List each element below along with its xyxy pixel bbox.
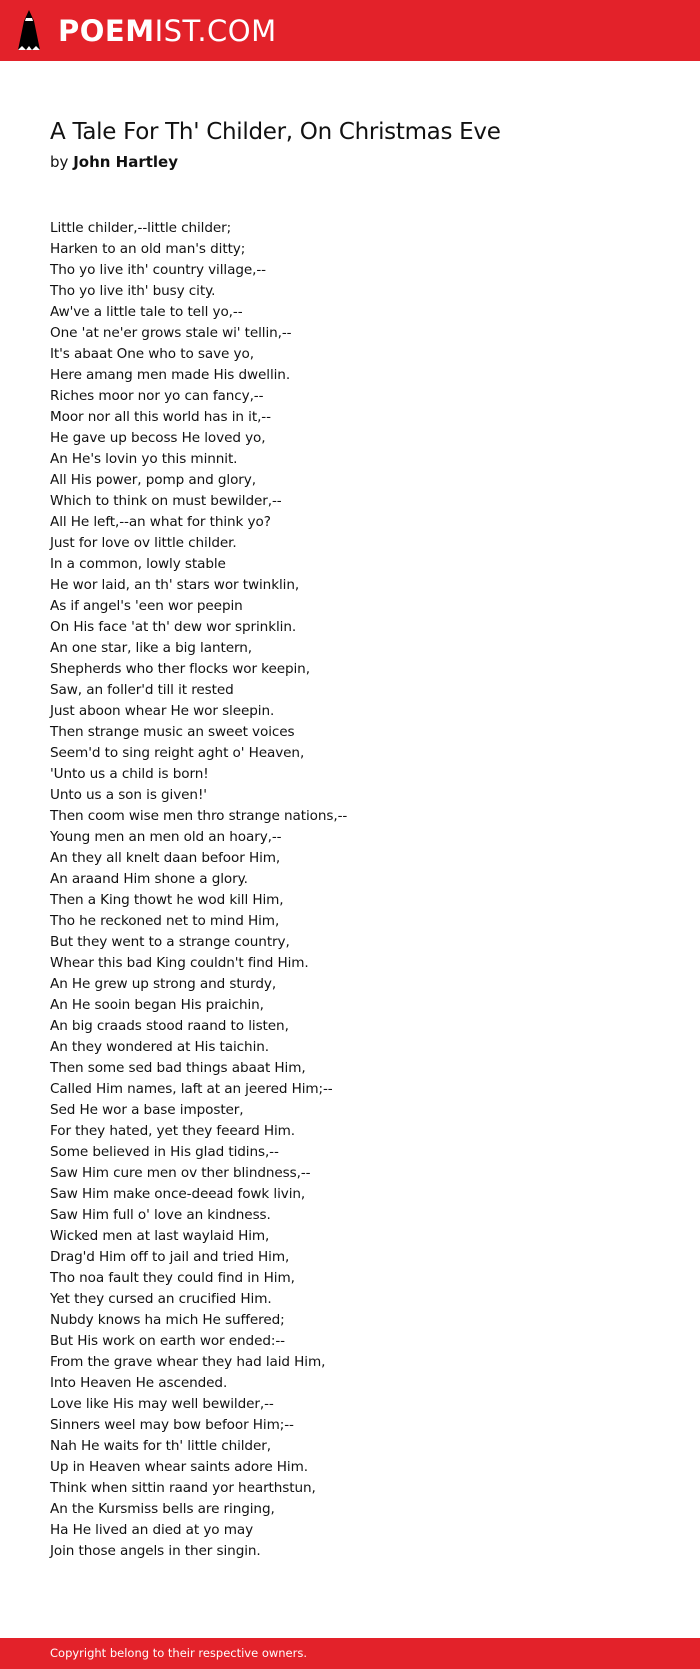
poem-line: Saw Him make once-deead fowk livin, [50,1186,306,1202]
poem-line: Nubdy knows ha mich He suffered; [50,1312,285,1328]
poem-body [50,218,670,1562]
poem-line: Little childer,--little childer; [50,220,232,236]
copyright-text: Copyright belong to their respective owners. [50,1646,308,1660]
poem-line: Sinners weel may bow befoor Him;-- [50,1417,294,1433]
poem-line: Shepherds who ther flocks wor keepin, [50,661,310,677]
poem-line: Tho yo live ith' country village,-- [50,262,266,278]
poem-line: Here amang men made His dwellin. [50,367,291,383]
poem-line: Some believed in His glad tidins,-- [50,1144,279,1160]
poem-line: Up in Heaven whear saints adore Him. [50,1459,308,1475]
poem-line: An araand Him shone a glory. [50,871,248,887]
poem-line: In a common, lowly stable [50,556,226,572]
poem-line: It's abaat One who to save yo, [50,346,254,362]
poem-line: Called Him names, laft at an jeered Him;-- [50,1081,333,1097]
poem-line: Just aboon whear He wor sleepin. [50,703,275,719]
poem-line: Tho yo live ith' busy city. [50,283,216,299]
poem-line: 'Unto us a child is born! [50,766,209,782]
poem-heading [50,112,670,172]
site-logo[interactable] [16,10,277,52]
poem-line: An the Kursmiss bells are ringing, [50,1501,275,1517]
poem-line: Saw Him cure men ov ther blindness,-- [50,1165,311,1181]
poem-line: Sed He wor a base imposter, [50,1102,244,1118]
poem-line: Saw, an foller'd till it rested [50,682,234,698]
byline [50,152,670,172]
poem-line: Then strange music an sweet voices [50,724,295,740]
poem-line: Then a King thowt he wod kill Him, [50,892,284,908]
poem-line: Riches moor nor yo can fancy,-- [50,388,264,404]
poem-line: An big craads stood raand to listen, [50,1018,289,1034]
poem-line: Saw Him full o' love an kindness. [50,1207,271,1223]
poem-line: For they hated, yet they feeard Him. [50,1123,295,1139]
poem-line: Whear this bad King couldn't find Him. [50,955,309,971]
poem-line: Young men an men old an hoary,-- [50,829,282,845]
poem-line: Which to think on must bewilder,-- [50,493,282,509]
poem-line: An one star, like a big lantern, [50,640,252,656]
poem-line: An He's lovin yo this minnit. [50,451,238,467]
poem-line: Tho he reckoned net to mind Him, [50,913,280,929]
poem-line: Tho noa fault they could find in Him, [50,1270,295,1286]
author-name: John Hartley [73,153,178,171]
poem-line: Just for love ov little childer. [50,535,237,551]
poem-line: All He left,--an what for think yo? [50,514,271,530]
poem-line: Then coom wise men thro strange nations,-- [50,808,348,824]
poem-line: Yet they cursed an crucified Him. [50,1291,272,1307]
site-footer [0,1638,700,1669]
poem-line: But His work on earth wor ended:-- [50,1333,285,1349]
poem-line: Think when sittin raand yor hearthstun, [50,1480,316,1496]
poem-line: From the grave whear they had laid Him, [50,1354,326,1370]
poem-line: Love like His may well bewilder,-- [50,1396,274,1412]
poem-line: Ha He lived an died at yo may [50,1522,254,1538]
poem-line: Seem'd to sing reight aght o' Heaven, [50,745,305,761]
poem-line: As if angel's 'een wor peepin [50,598,243,614]
logo-text-light: IST.COM [154,14,277,48]
by-prefix: by [50,153,69,171]
poem-line: An He grew up strong and sturdy, [50,976,277,992]
poem-line: All His power, pomp and glory, [50,472,256,488]
poem-line: Into Heaven He ascended. [50,1375,228,1391]
poem-line: But they went to a strange country, [50,934,290,950]
poem-line: One 'at ne'er grows stale wi' tellin,-- [50,325,292,341]
pencil-icon [16,10,42,52]
poem-line: Aw've a little tale to tell yo,-- [50,304,243,320]
logo-text-bold: POEM [58,14,155,48]
poem-line: On His face 'at th' dew wor sprinklin. [50,619,297,635]
poem-line: Wicked men at last waylaid Him, [50,1228,270,1244]
poem-line: Unto us a son is given!' [50,787,207,803]
poem-line: He wor laid, an th' stars wor twinklin, [50,577,300,593]
logo-text [58,10,277,52]
poem-line: Then some sed bad things abaat Him, [50,1060,306,1076]
site-header [0,0,700,61]
poem-line: Join those angels in ther singin. [50,1543,261,1559]
poem-line: Moor nor all this world has in it,-- [50,409,271,425]
poem-line: An He sooin began His praichin, [50,997,264,1013]
poem-line: An they all knelt daan befoor Him, [50,850,281,866]
poem-line: Drag'd Him off to jail and tried Him, [50,1249,290,1265]
poem-line: He gave up becoss He loved yo, [50,430,266,446]
poem-line: An they wondered at His taichin. [50,1039,269,1055]
poem-line: Nah He waits for th' little childer, [50,1438,271,1454]
poem-title: A Tale For Th' Childer, On Christmas Eve [50,119,501,145]
poem-line: Harken to an old man's ditty; [50,241,246,257]
